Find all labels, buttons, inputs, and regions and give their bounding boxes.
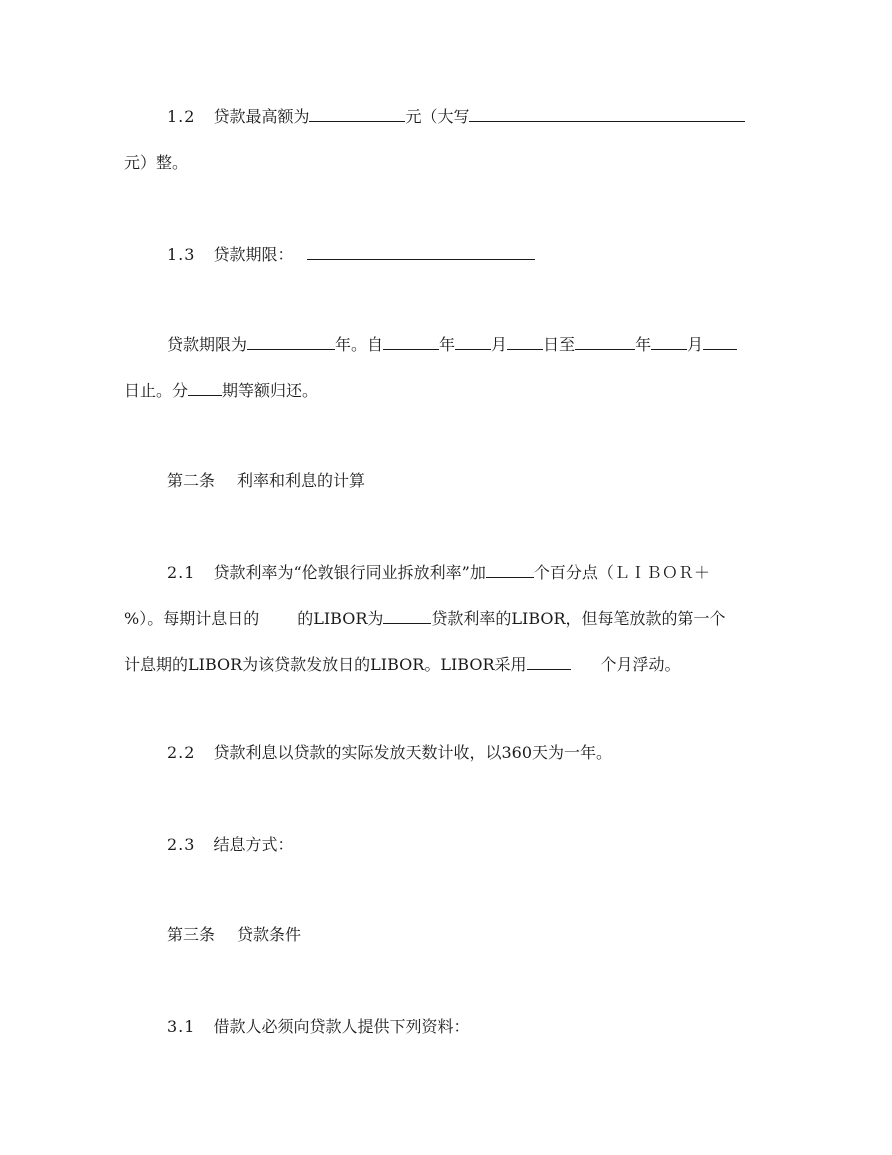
clause-text: 个月浮动。	[600, 655, 681, 674]
clause-text: 贷款利率的LIBOR，但每笔放款的第一个	[431, 609, 726, 628]
clause-text: 元）整。	[124, 153, 189, 172]
installments-blank[interactable]	[188, 380, 222, 396]
clause-number: 2.1	[167, 563, 196, 582]
clause-2-1-line3	[124, 654, 762, 676]
percentage-points-blank[interactable]	[486, 562, 534, 578]
clause-text: 的LIBOR为	[297, 609, 384, 628]
clause-text: 个百分点（ＬＩＢＯＲ＋	[533, 563, 710, 582]
clause-3-1	[124, 1016, 762, 1038]
clause-2-3	[124, 834, 762, 856]
clause-1-3	[124, 244, 762, 266]
end-day-blank[interactable]	[703, 334, 737, 350]
clause-text: 月	[687, 335, 704, 354]
clause-text: 贷款期限：	[213, 245, 294, 264]
clause-number: 2.2	[167, 743, 196, 762]
clause-number: 1.3	[167, 245, 196, 264]
clause-text: %）。每期计息日的	[124, 609, 260, 628]
years-blank[interactable]	[247, 334, 335, 350]
article-2-heading	[124, 470, 762, 492]
clause-text: 年	[439, 335, 456, 354]
end-month-blank[interactable]	[651, 334, 687, 350]
clause-text: 贷款最高额为	[213, 107, 310, 126]
clause-text: 日止。分	[124, 381, 189, 400]
term-line2	[124, 380, 762, 402]
clause-2-1-line2	[124, 608, 762, 630]
loan-term-blank[interactable]	[307, 244, 535, 260]
start-year-blank[interactable]	[383, 334, 439, 350]
clause-number: 1.2	[167, 107, 196, 126]
libor-day-blank[interactable]	[383, 608, 431, 624]
amount-blank[interactable]	[309, 106, 405, 122]
start-month-blank[interactable]	[455, 334, 491, 350]
clause-text: 贷款期限为	[167, 335, 248, 354]
clause-text: 年。自	[335, 335, 384, 354]
clause-text: 月	[491, 335, 508, 354]
article-title: 利率和利息的计算	[237, 471, 366, 490]
clause-text: 结息方式：	[213, 835, 294, 854]
clause-text: 期等额归还。	[222, 381, 319, 400]
amount-uppercase-blank[interactable]	[469, 106, 745, 122]
clause-text: 借款人必须向贷款人提供下列资料：	[213, 1017, 470, 1036]
clause-text: 年	[635, 335, 652, 354]
article-3-heading	[124, 924, 762, 946]
libor-months-blank[interactable]	[527, 654, 571, 670]
clause-text: 元（大写	[405, 107, 470, 126]
article-number: 第二条	[167, 471, 216, 490]
clause-number: 3.1	[167, 1017, 196, 1036]
clause-text: 日至	[543, 335, 576, 354]
article-number: 第三条	[167, 925, 216, 944]
end-year-blank[interactable]	[575, 334, 635, 350]
clause-text: 计息期的LIBOR为该贷款发放日的LIBOR。LIBOR采用	[124, 655, 527, 674]
clause-1-2-line2	[124, 152, 762, 174]
clause-text: 贷款利率为“伦敦银行同业拆放利率”加	[213, 563, 486, 582]
clause-text: 贷款利息以贷款的实际发放天数计收，以360天为一年。	[213, 743, 612, 762]
clause-number: 2.3	[167, 835, 196, 854]
clause-2-2	[124, 742, 762, 764]
clause-2-1-line1	[124, 562, 762, 584]
article-title: 贷款条件	[237, 925, 302, 944]
start-day-blank[interactable]	[507, 334, 543, 350]
term-line1	[124, 334, 762, 356]
clause-1-2-line1	[124, 106, 762, 128]
